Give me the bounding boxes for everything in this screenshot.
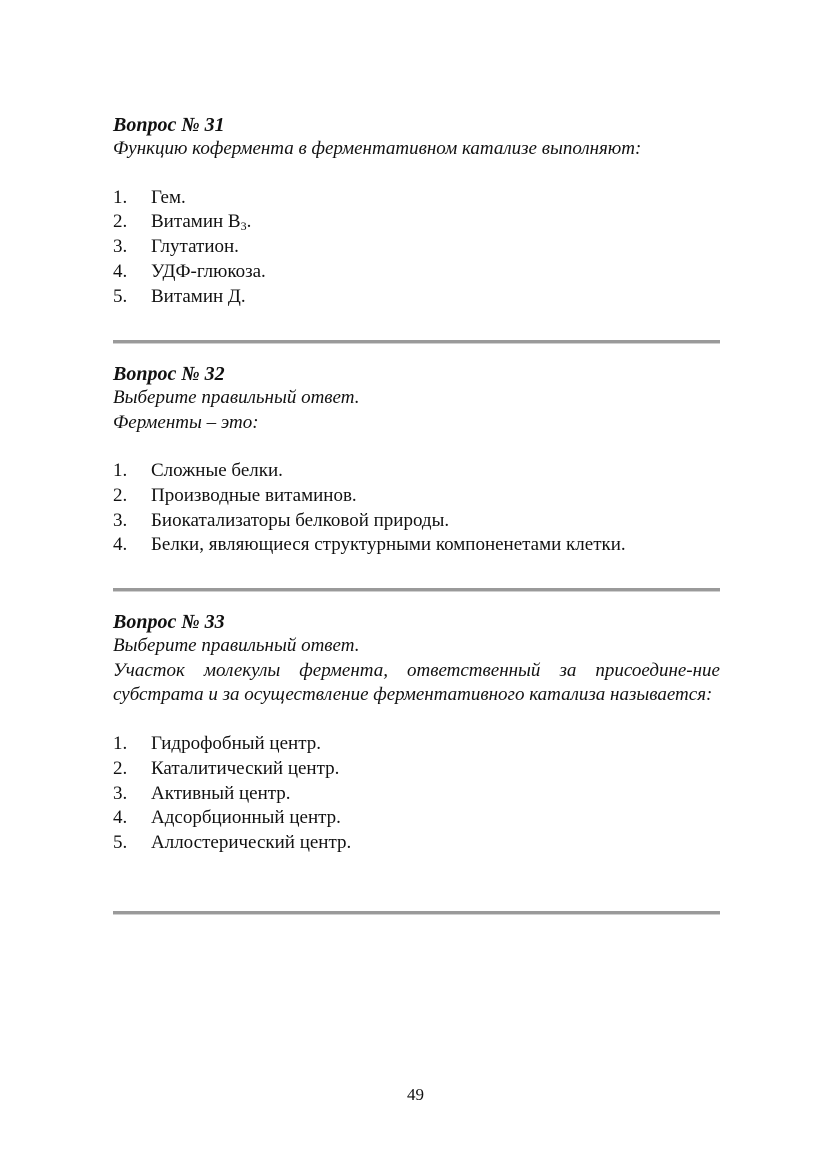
question-prompt: Ферменты – это: [113,411,259,433]
answer-number: 5. [113,832,128,854]
answer-item [113,186,720,211]
answer-number: 3. [113,509,128,531]
answer-text: Каталитический центр. [151,757,340,779]
answer-item [113,831,720,856]
answer-number: 4. [113,807,128,829]
answer-number: 2. [113,211,128,233]
answer-number: 2. [113,757,128,779]
answer-subscript: 3 [240,219,247,234]
answer-number: 3. [113,236,128,258]
section-divider [113,588,720,592]
answer-number: 5. [113,285,128,307]
section-divider [113,911,720,915]
answer-item [113,782,720,807]
answer-text: Аллостерический центр. [151,832,352,854]
question-prompt: Функцию кофермента в ферментативном катализе выполняют: [113,138,642,159]
question-title: Вопрос № 31 [113,114,225,136]
answer-item [113,757,720,782]
page-number: 49 [407,1085,424,1104]
answer-item [113,732,720,757]
answer-text-suffix: . [246,211,252,233]
answer-item [113,459,720,484]
question-title: Вопрос № 33 [113,611,225,633]
answer-text: Гем. [151,186,186,208]
answer-item [113,260,720,285]
answer-text: Адсорбционный центр. [151,807,341,829]
question-33 [113,610,720,856]
section-divider [113,340,720,344]
question-title: Вопрос № 32 [113,363,225,385]
answer-list [113,186,720,310]
answer-text: УДФ-глюкоза. [151,260,266,282]
answer-item [113,533,720,558]
question-prompt: Участок молекулы фермента, ответственный за присоедине-ние субстрата и за осуществление ферментативного катализа называется: [113,659,720,706]
question-instruction: Выберите правильный ответ. [113,635,360,656]
answer-text: Активный центр. [151,782,291,804]
answer-text: Глутатион. [151,236,239,258]
answer-number: 2. [113,484,128,506]
question-31 [113,113,720,309]
answer-number: 1. [113,733,128,755]
answer-item [113,509,720,534]
answer-text-main: Витамин В [151,211,241,233]
answer-number: 1. [113,460,128,481]
answer-item [113,484,720,509]
question-32 [113,362,720,558]
answer-item [113,285,720,310]
answer-item [113,806,720,831]
answer-item [113,235,720,260]
answer-text: Биокатализаторы белковой природы. [151,509,450,531]
answer-text: Белки, являющиеся структурными компоненетами клетки. [151,534,626,556]
answer-text: Сложные белки. [151,460,283,481]
answer-list [113,732,720,856]
answer-text: Гидрофобный центр. [151,733,321,755]
answer-item [113,210,720,235]
answer-text: Производные витаминов. [151,484,357,506]
answer-text: Витамин Д. [151,285,246,307]
answer-list [113,459,720,558]
answer-number: 3. [113,782,128,804]
answer-text [151,210,251,235]
question-instruction: Выберите правильный ответ. [113,387,360,408]
answer-number: 4. [113,534,128,556]
answer-number: 4. [113,260,128,282]
answer-number: 1. [113,186,128,208]
